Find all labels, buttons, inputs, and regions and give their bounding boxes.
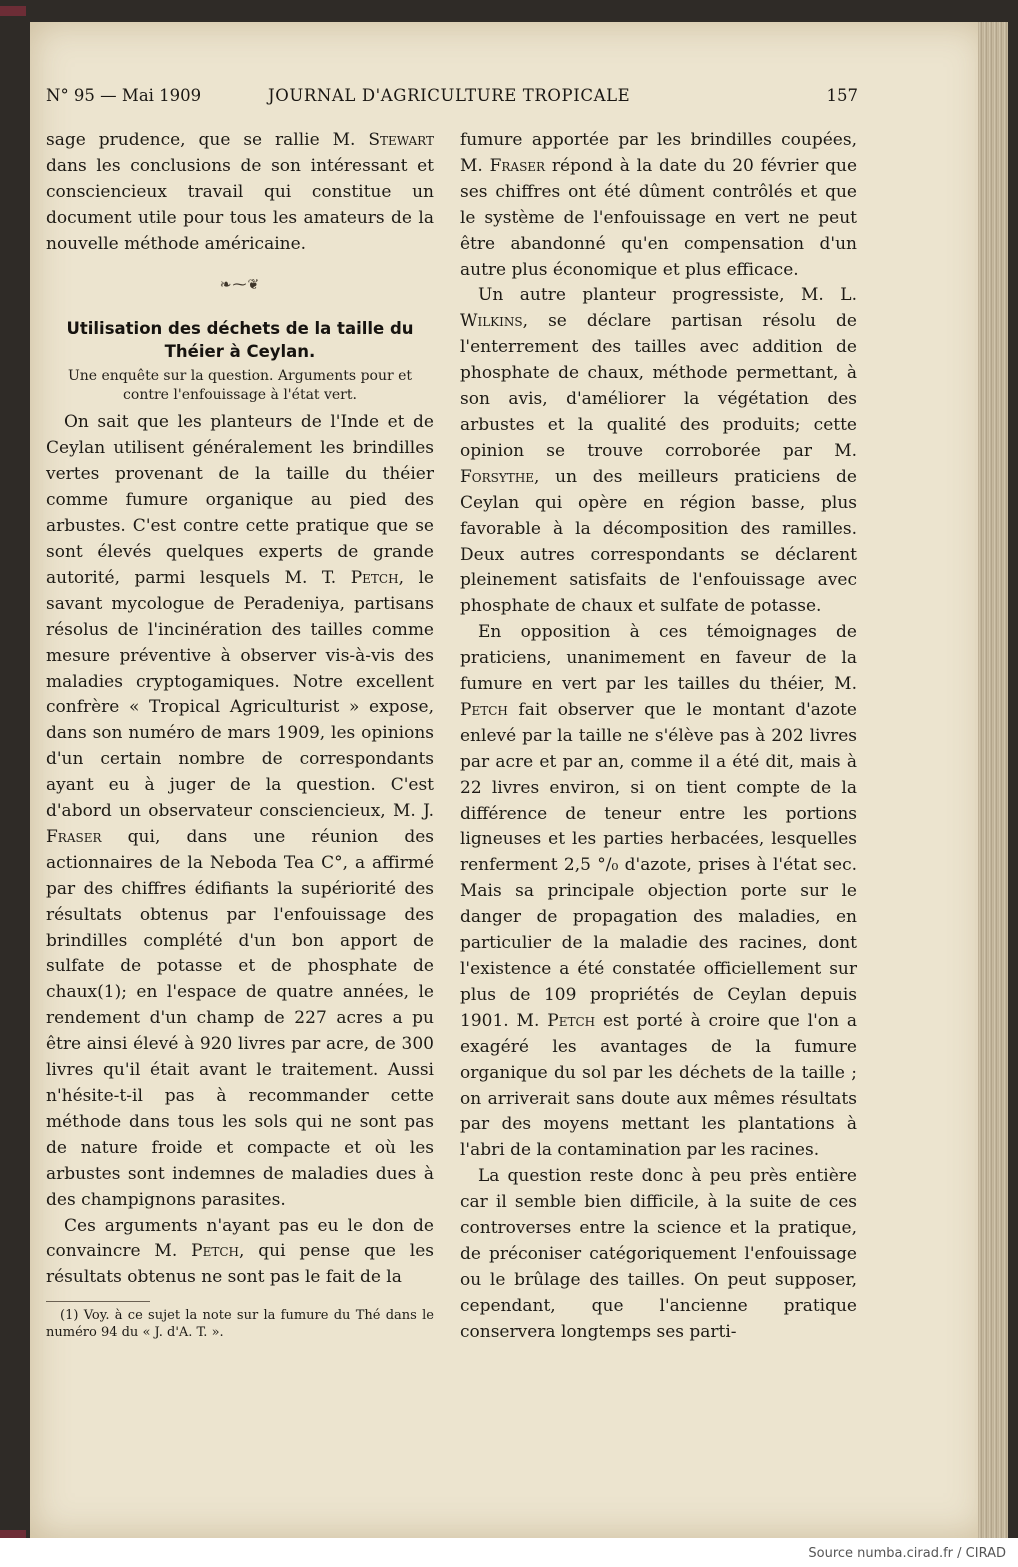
text-run: En opposition à ces témoignages de praticiens, unanimement en faveur de la fumure en vert par les tailles du théier, M.	[460, 622, 857, 695]
paragraph-petch-reply	[46, 1214, 434, 1292]
paragraph-fraser-response	[460, 128, 857, 283]
text-run: Ces arguments n'ayant pas eu le don de convaincre M.	[46, 1215, 434, 1262]
text-run: Un autre planteur progressiste, M. L.	[478, 285, 857, 306]
text-run: dans les conclusions de son intéressant et consciencieux travail qui constitue un document utile pour tous les amateurs de la nouvelle méthode américaine.	[46, 155, 434, 254]
journal-title: JOURNAL D'AGRICULTURE TROPICALE	[268, 86, 631, 105]
text-run: On sait que les planteurs de l'Inde et de Ceylan utilisent généralement les brindilles vertes provenant de la taille du théier comme fumure organique au pied des arbustes. C'est contre cette pratique que se sont élevés quelques experts de grande autorité, parmi lesquels M. T.	[46, 412, 434, 588]
author-name: Petch	[191, 1241, 239, 1262]
page-number: 157	[826, 86, 858, 105]
author-name: Forsythe	[460, 466, 535, 487]
paragraph-stewart-conclusion	[46, 128, 434, 258]
author-name: Fraser	[489, 155, 546, 176]
text-run: sage prudence, que se rallie M.	[46, 130, 369, 150]
text-run: , un des meilleurs praticiens de Ceylan qui opère en région basse, plus favorable à la décomposition des ramilles. Deux autres correspondants se déclarent pleinement satisfaits de l'enfouissage avec phosphate de chaux et sulfate de potasse.	[460, 466, 857, 617]
paragraph-wilkins-opinion	[460, 283, 857, 620]
text-run: fumure apportée par les brindilles coupées, M.	[460, 130, 857, 176]
running-header	[46, 86, 858, 110]
section-ornament: ❧⁓❦	[219, 276, 261, 293]
article-title: Utilisation des déchets de la taille du Théier à Ceylan.	[66, 319, 414, 362]
right-column	[460, 128, 857, 1346]
author-name: Wilkins	[460, 311, 523, 332]
page-edge-stack	[978, 22, 1008, 1538]
text-run: fait observer que le montant d'azote enlevé par la taille ne s'élève pas à 202 livres par acre et par an, comme il a été dit, mais à 22 livres environ, si on tient compte de la différence de teneur entre les portions ligneuses et les parties herbacées, lesquelles renferment 2,5 °/₀ d'azote, prises à l'état sec. Mais sa principale objection porte sur le danger de propagation des maladies, en particulier de la maladie des racines, dont l'existence a été constatée officiellement sur plus de 109 propriétés de Ceylan depuis 1901. M.	[460, 699, 857, 1031]
text-run: , qui pense que les résultats obtenus ne sont pas le fait de la	[46, 1241, 434, 1288]
text-run: , se déclare partisan résolu de l'enterrement des tailles avec addition de phosphate de chaux, méthode permettant, à son avis, d'améliorer la végétation des arbustes et la qualité des produits; cette opinion se trouve corroborée par M.	[460, 311, 857, 461]
author-name: Fraser	[46, 826, 102, 847]
paragraph-petch-objection	[460, 620, 857, 1164]
text-run: répond à la date du 20 février que ses chiffres ont été dûment contrôlés et que le système de l'enfouissage en vert ne peut être abandonné qu'en compensation d'un autre plus économique et plus efficace.	[460, 155, 857, 280]
footnote-rule	[46, 1301, 150, 1302]
text-run: est porté à croire que l'on a exagéré les avantages de la fumure organique du sol par les déchets de la taille ; on arriverait sans doute aux mêmes résultats par des moyens mettant les plantations à l'abri de la contamination par les racines.	[460, 1010, 857, 1161]
text-run: qui, dans une réunion des actionnaires de la Neboda Tea C°, a affirmé par des chiffres édifiants la supériorité des résultats obtenus par l'enfouissage des brindilles complété d'un bon apport de sulfate de potasse et de phosphate de chaux(1); en l'espace de quatre années, le rendement d'un champ de 227 acres a pu être ainsi élevé à 920 livres par acre, de 300 livres qu'il était avant le traitement. Aussi n'hésite-t-il pas à recommander cette méthode dans tous les sols qui ne sont pas de nature froide et compacte et où les arbustes sont indemnes de maladies dues à des champignons parasites.	[46, 826, 434, 1210]
bookmark-ribbon-top	[0, 6, 26, 16]
author-name: Petch	[350, 567, 399, 588]
source-credit: Source numba.cirad.fr / CIRAD	[808, 1546, 1006, 1561]
author-name: Stewart	[368, 130, 434, 150]
footnote: (1) Voy. à ce sujet la note sur la fumure du Thé dans le numéro 94 du « J. d'A. T. ».	[46, 1308, 434, 1341]
left-column	[46, 128, 434, 1341]
paragraph-conclusion: La question reste donc à peu près entière car il semble bien difficile, à la suite de ces controverses entre la science et la pratique, de préconiser catégoriquement l'enfouissage ou le brûlage des tailles. On peut supposer, cependant, que l'ancienne pratique conservera longtemps ses parti-	[460, 1166, 857, 1342]
issue-date: N° 95 — Mai 1909	[46, 86, 202, 105]
text-run: , le savant mycologue de Peradeniya, partisans résolus de l'incinération des tailles comme mesure préventive à observer vis-à-vis des maladies cryptogamiques. Notre excellent confrère « Tropical Agriculturist » expose, dans son numéro de mars 1909, les opinions d'un certain nombre de correspondants ayant eu à juger de la question. C'est d'abord un observateur consciencieux, M. J.	[46, 567, 434, 822]
article-subtitle: Une enquête sur la question. Arguments pour et contre l'enfouissage à l'état vert.	[67, 368, 413, 404]
author-name: Petch	[547, 1010, 596, 1031]
paragraph-planters-practice	[46, 410, 434, 1213]
author-name: Petch	[460, 699, 508, 720]
